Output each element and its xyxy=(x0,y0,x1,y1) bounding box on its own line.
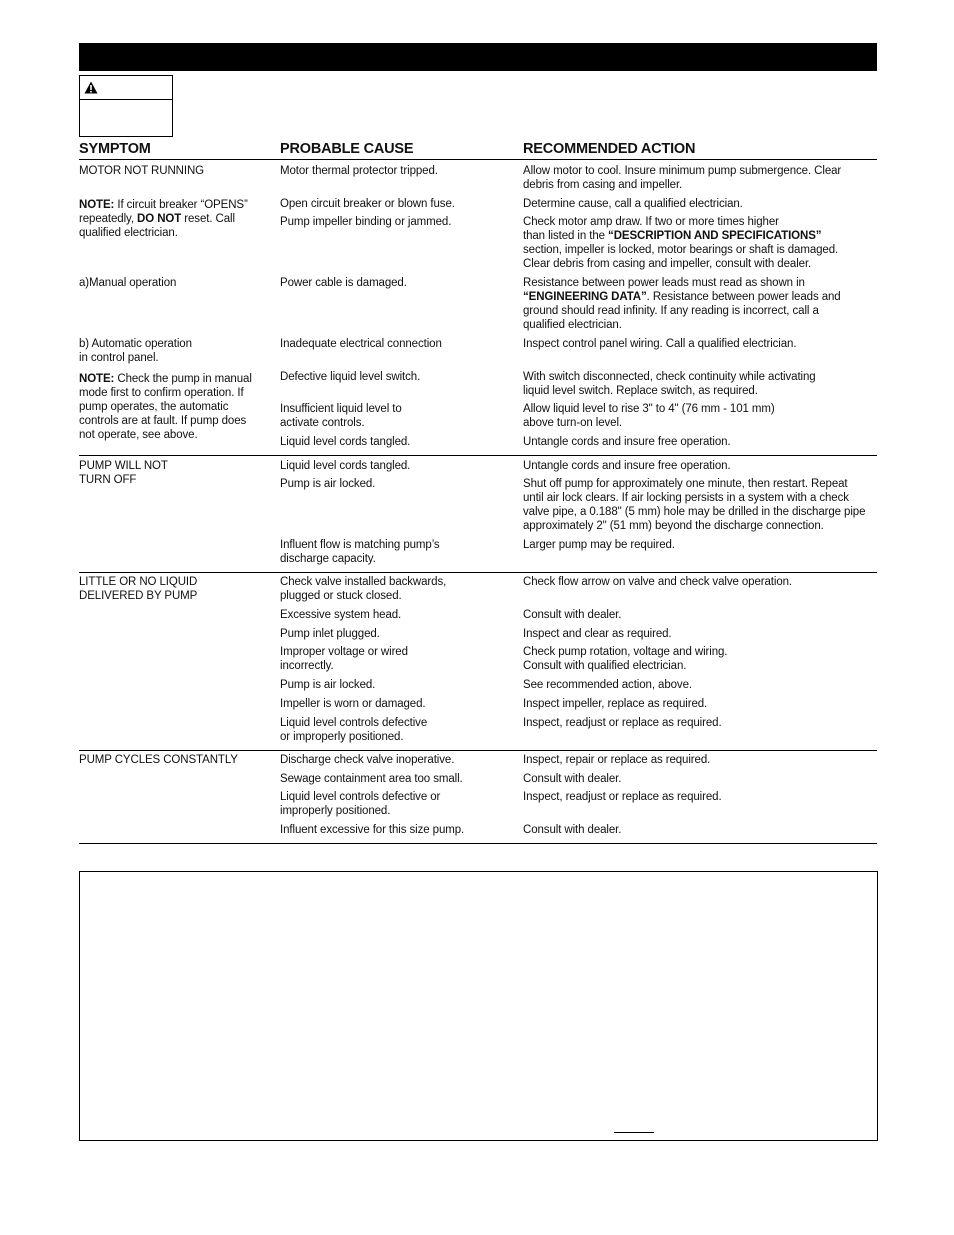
cause: Liquid level cords tangled. xyxy=(280,436,411,448)
cause: Liquid level cords tangled. xyxy=(280,460,411,472)
action: Inspect and clear as required. xyxy=(523,628,672,640)
cause: Sewage containment area too small. xyxy=(280,773,463,785)
action: Allow motor to cool. Insure minimum pump submergence. Clear debris from casing and impeller. xyxy=(523,165,842,191)
section-rule xyxy=(79,455,877,456)
table-bottom-rule xyxy=(79,843,877,844)
cause: Influent flow is matching pump’s discharge capacity. xyxy=(280,539,440,565)
action: Inspect control panel wiring. Call a qualified electrician. xyxy=(523,338,797,350)
section-rule xyxy=(79,750,877,751)
action: Check motor amp draw. If two or more times higher than listed in the “DESCRIPTION AND SPECIFICATIONS” section, impeller is locked, motor bearings or shaft is damaged. Clear debris from casing and impeller, consult with dealer. xyxy=(523,216,839,270)
action: Consult with dealer. xyxy=(523,824,622,836)
warranty-box xyxy=(79,871,878,1141)
warning-label-strip xyxy=(80,76,172,100)
symptom-pump-will-not-turn-off: PUMP WILL NOT TURN OFF xyxy=(79,460,168,486)
action: Consult with dealer. xyxy=(523,609,622,621)
cause: Pump is air locked. xyxy=(280,478,376,490)
warning-triangle-icon xyxy=(84,81,98,94)
warning-box xyxy=(79,75,173,137)
cause: Open circuit breaker or blown fuse. xyxy=(280,198,455,210)
header-rule xyxy=(79,159,877,160)
cause: Influent excessive for this size pump. xyxy=(280,824,465,836)
action-header: RECOMMENDED ACTION xyxy=(523,141,696,157)
cause: Excessive system head. xyxy=(280,609,402,621)
action: Inspect, repair or replace as required. xyxy=(523,754,711,766)
action: See recommended action, above. xyxy=(523,679,692,691)
action: Inspect, readjust or replace as required. xyxy=(523,717,722,729)
action: With switch disconnected, check continuity while activating liquid level switch. Replace switch, as required. xyxy=(523,371,816,397)
action: Consult with dealer. xyxy=(523,773,622,785)
cause-header: PROBABLE CAUSE xyxy=(280,141,414,157)
action: Shut off pump for approximately one minute, then restart. Repeat until air lock clears. If air locking persists in a system with a check valve pipe, a 0.188" (5 mm) hole may be drilled in the discharge pipe approximately 2" (51 mm) beyond the discharge connection. xyxy=(523,478,866,532)
action: Check flow arrow on valve and check valve operation. xyxy=(523,576,793,588)
action: Untangle cords and insure free operation. xyxy=(523,460,731,472)
symptom-motor-not-running: MOTOR NOT RUNNING xyxy=(79,165,205,177)
cause: Discharge check valve inoperative. xyxy=(280,754,455,766)
cause: Impeller is worn or damaged. xyxy=(280,698,426,710)
cause: Liquid level controls defective or improperly positioned. xyxy=(280,717,428,743)
note-manual-mode: NOTE: Check the pump in manual mode first to confirm operation. If pump operates, the automatic controls are at fault. If pump does not operate, see above. xyxy=(79,373,252,441)
cause: Inadequate electrical connection xyxy=(280,338,442,350)
cause: Defective liquid level switch. xyxy=(280,371,421,383)
cause: Check valve installed backwards, plugged or stuck closed. xyxy=(280,576,447,602)
cause: Motor thermal protector tripped. xyxy=(280,165,438,177)
cause: Pump inlet plugged. xyxy=(280,628,380,640)
action: Resistance between power leads must read as shown in “ENGINEERING DATA”. Resistance between power leads and ground should read infinity. If any reading is incorrect, call a qualified electrician. xyxy=(523,277,841,331)
action: Inspect impeller, replace as required. xyxy=(523,698,708,710)
action: Untangle cords and insure free operation. xyxy=(523,436,731,448)
symptom-automatic-operation: b) Automatic operation in control panel. xyxy=(79,338,192,364)
cause: Insufficient liquid level to activate controls. xyxy=(280,403,402,429)
action: Check pump rotation, voltage and wiring. Consult with qualified electrician. xyxy=(523,646,728,672)
action: Larger pump may be required. xyxy=(523,539,675,551)
section-rule xyxy=(79,572,877,573)
action: Inspect, readjust or replace as required. xyxy=(523,791,722,803)
action: Determine cause, call a qualified electrician. xyxy=(523,198,743,210)
symptom-pump-cycles-constantly: PUMP CYCLES CONSTANTLY xyxy=(79,754,238,766)
header-bar xyxy=(79,43,877,71)
action: Allow liquid level to rise 3" to 4" (76 mm - 101 mm) above turn-on level. xyxy=(523,403,775,429)
symptom-manual-operation: a)Manual operation xyxy=(79,277,177,289)
signature-line xyxy=(614,1132,654,1133)
cause: Power cable is damaged. xyxy=(280,277,407,289)
symptom-header: SYMPTOM xyxy=(79,141,151,157)
cause: Pump impeller binding or jammed. xyxy=(280,216,452,228)
note-circuit-breaker: NOTE: If circuit breaker “OPENS” repeatedly, DO NOT reset. Call qualified electrician. xyxy=(79,199,248,239)
cause: Pump is air locked. xyxy=(280,679,376,691)
cause: Liquid level controls defective or improperly positioned. xyxy=(280,791,441,817)
cause: Improper voltage or wired incorrectly. xyxy=(280,646,408,672)
symptom-little-or-no-liquid: LITTLE OR NO LIQUID DELIVERED BY PUMP xyxy=(79,576,198,602)
